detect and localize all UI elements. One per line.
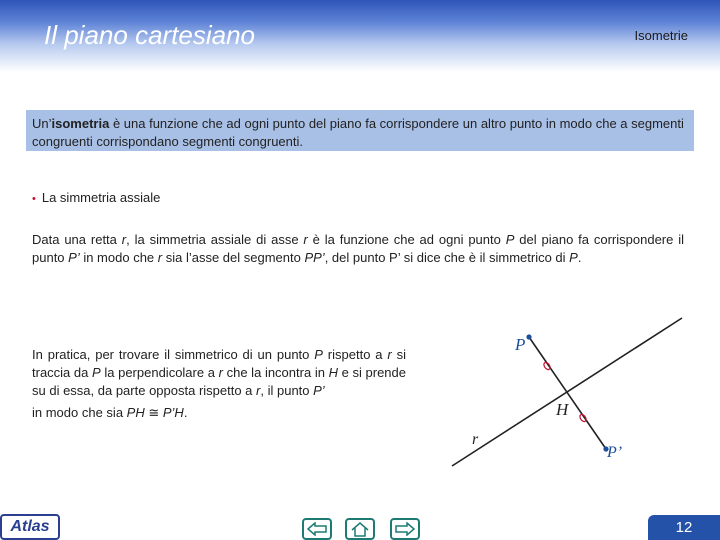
- congruence-mark-2: [579, 413, 588, 422]
- text-run: la perpendicolare a: [100, 365, 219, 380]
- label-h: H: [556, 400, 569, 419]
- text-run: è la funzione che ad ogni punto: [307, 232, 506, 247]
- back-arrow-icon: [307, 522, 327, 536]
- text-run: In pratica, per trovare il simmetrico di un punto: [32, 347, 315, 362]
- congruence-mark-1: [543, 361, 552, 370]
- home-button[interactable]: [345, 518, 375, 540]
- topic-label: Isometrie: [634, 28, 688, 43]
- label-p: P: [515, 335, 526, 354]
- definition-box: [26, 110, 694, 151]
- atlas-logo: Atlas: [0, 514, 60, 540]
- definition-text: è una funzione che ad ogni punto del piano fa corrispondere un altro punto in modo che a segmenti congruenti corrispondano segmenti congruenti.: [32, 116, 684, 149]
- var-r: r: [303, 232, 308, 247]
- var-r: r: [387, 347, 392, 362]
- var-r: r: [121, 232, 127, 247]
- definition-before: Un’: [32, 116, 52, 131]
- text-run: Data una retta: [32, 232, 122, 247]
- paragraph-axial-symmetry: [32, 231, 684, 267]
- var-r: r: [218, 365, 223, 380]
- home-icon: [351, 522, 369, 537]
- section-title: La simmetria assiale: [41, 190, 161, 205]
- text-run: in modo che sia: [32, 405, 127, 420]
- var-r: r: [256, 383, 261, 398]
- header-banner: [0, 0, 720, 72]
- text-run: , del punto P’ si dice che è il simmetrico di: [324, 250, 570, 265]
- segment-p-prime-h: P’H: [162, 405, 184, 420]
- definition-term: isometria: [51, 116, 110, 131]
- congruence-formula: [32, 404, 187, 422]
- text-run: si traccia da: [32, 347, 407, 380]
- var-p: P: [569, 250, 578, 265]
- var-p-prime: P’: [68, 250, 80, 265]
- var-p: P: [92, 365, 101, 380]
- symmetry-diagram: [440, 308, 690, 468]
- text-run: sia l’asse del segmento: [162, 250, 305, 265]
- text-run: e si prende su di essa, da parte opposta rispetto a: [32, 365, 406, 398]
- section-heading: [32, 190, 160, 205]
- text-run: rispetto a: [322, 347, 388, 362]
- var-r: r: [157, 250, 163, 265]
- page-number: 12: [648, 515, 720, 540]
- text-run: .: [577, 250, 582, 265]
- text-run: , il punto: [260, 383, 314, 398]
- label-p-prime: P’: [607, 444, 623, 461]
- text-run: che la incontra in: [222, 365, 329, 380]
- var-p: P: [505, 232, 515, 247]
- text-run: , la simmetria assiale di asse: [126, 232, 304, 247]
- back-button[interactable]: [302, 518, 332, 540]
- bullet-icon: •: [32, 193, 36, 205]
- page-title: Il piano cartesiano: [44, 20, 256, 50]
- paragraph-construction: [32, 346, 406, 422]
- var-p-prime: P’: [313, 383, 325, 398]
- forward-arrow-icon: [395, 522, 415, 536]
- var-h: H: [328, 365, 338, 380]
- segment-ph: PH: [126, 405, 145, 420]
- var-segment: PP’: [304, 250, 325, 265]
- var-p: P: [314, 347, 323, 362]
- text-run: del piano fa corrispondere il punto: [32, 232, 684, 265]
- forward-button[interactable]: [390, 518, 420, 540]
- text-run: in modo che: [79, 250, 158, 265]
- congruent-symbol: ≅: [144, 405, 163, 420]
- text-run: .: [183, 405, 188, 420]
- point-p: [526, 334, 531, 339]
- perpendicular-line: [529, 337, 606, 449]
- label-r: r: [472, 431, 479, 448]
